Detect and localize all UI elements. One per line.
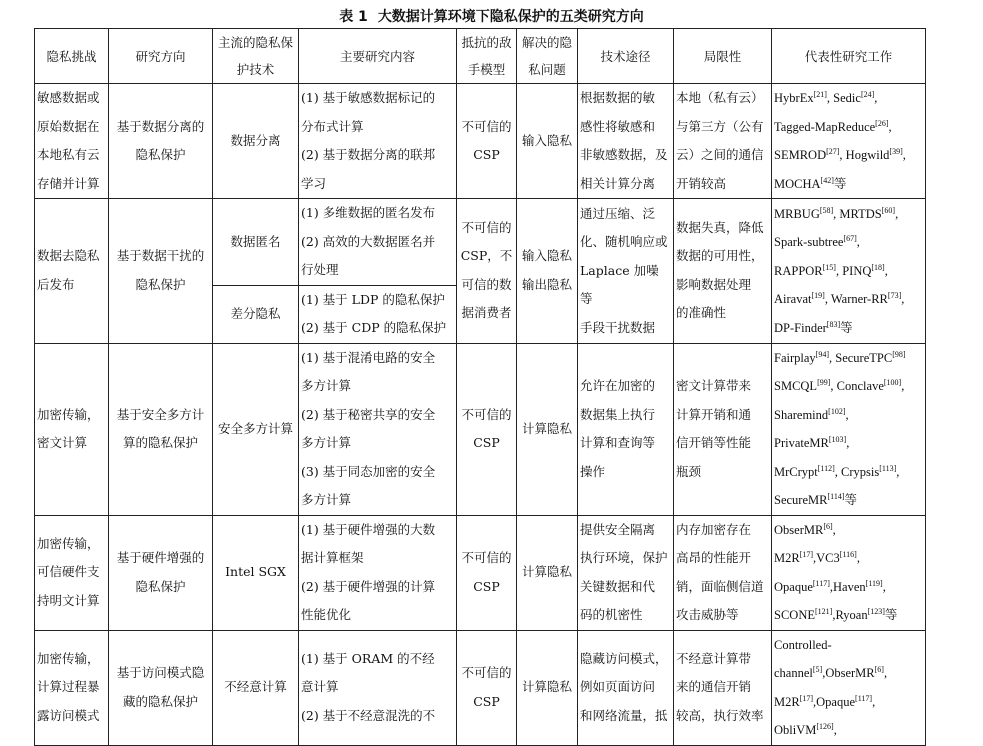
citation-ref: [99] xyxy=(817,377,831,387)
cell-line: 分布式计算 xyxy=(301,118,364,134)
work-separator: , xyxy=(896,464,900,479)
cell-challenge xyxy=(35,343,109,515)
cell-line: 根据数据的敏 xyxy=(580,90,656,105)
cell-line: 不可信的 xyxy=(461,665,512,680)
cell-line: 通过压缩、泛 xyxy=(580,205,656,221)
cell-line: 原始数据在 xyxy=(37,118,100,134)
citation-ref: [17] xyxy=(799,549,814,559)
cell-line: 敏感数据或 xyxy=(37,90,100,105)
citation-ref: [121] xyxy=(814,606,833,616)
cell-line: 内存加密存在 xyxy=(676,521,752,537)
cell-line: 数据失真，降低 xyxy=(676,219,764,235)
cell-works xyxy=(772,630,926,745)
cell-line: (2) 基于硬件增强的计算 xyxy=(301,578,436,594)
work-separator: , xyxy=(901,292,905,306)
citation-ref: [21] xyxy=(813,89,827,99)
cell-line: 算的隐私保护 xyxy=(122,435,198,450)
cell-line: (2) 基于数据分离的联邦 xyxy=(301,147,436,162)
cell-line: 云）之间的通信 xyxy=(676,147,764,162)
cell-line: 信开销等性能 xyxy=(676,435,752,450)
cell-line: 多方计算 xyxy=(301,492,352,507)
work-separator: 等 xyxy=(884,608,898,622)
work-name: SCONE xyxy=(774,608,815,622)
cell-line: 计算开销和通 xyxy=(676,406,752,422)
cell-line: 存储并计算 xyxy=(37,175,100,191)
work-name: SEMROD xyxy=(774,148,827,162)
work-separator: 等 xyxy=(844,493,858,507)
header-tech: 主流的隐私保 护技术 xyxy=(213,29,299,84)
cell-line: 可信的数 xyxy=(461,276,512,292)
cell-line: 隐私保护 xyxy=(135,578,186,594)
citation-ref: [119] xyxy=(865,578,883,588)
cell-line: CSP xyxy=(473,435,500,450)
cell-line: 关键数据和代 xyxy=(580,578,656,594)
header-approach: 技术途径 xyxy=(578,29,674,84)
cell-direction xyxy=(109,630,213,745)
work-separator: , xyxy=(882,579,886,594)
cell-line: 数据集上执行 xyxy=(580,406,656,422)
citation-ref: [113] xyxy=(879,463,897,473)
cell-line: (1) 基于混淆电路的安全 xyxy=(301,349,436,365)
work-name: Opaque xyxy=(816,694,856,709)
work-separator: , xyxy=(845,407,849,422)
cell-line: 加密传输， xyxy=(37,650,100,666)
work-separator: 等 xyxy=(840,320,853,335)
cell-line: 基于数据干扰的 xyxy=(116,248,205,264)
work-separator: , xyxy=(872,694,876,709)
cell-line: (3) 基于同态加密的安全 xyxy=(301,463,436,479)
cell-line: 相关计算分离 xyxy=(580,175,656,191)
cell-adversary xyxy=(457,515,517,630)
cell-challenge xyxy=(35,630,109,745)
work-separator: , xyxy=(902,148,906,162)
work-separator: , xyxy=(895,206,899,221)
cell-line: 数据的可用性， xyxy=(676,248,764,264)
cell-content xyxy=(299,515,457,630)
cell-tech: Intel SGX xyxy=(213,515,299,630)
cell-line: 例如页面访问 xyxy=(580,679,656,695)
table-row xyxy=(35,630,926,745)
cell-approach xyxy=(578,515,674,630)
citation-ref: [6] xyxy=(823,521,833,531)
cell-line: 数据去隐私 xyxy=(37,248,100,264)
citation-ref: [39] xyxy=(889,146,903,156)
cell-line: 开销较高 xyxy=(676,175,727,191)
cell-works xyxy=(772,515,926,630)
work-name: M2R xyxy=(774,551,800,565)
cell-line: 性能优化 xyxy=(301,607,352,622)
work-separator: , xyxy=(813,694,817,709)
work-name: DP-Finder xyxy=(774,320,827,335)
cell-line: 手段干扰数据 xyxy=(580,319,656,335)
citation-ref: [94] xyxy=(815,349,829,359)
work-name: HybrEx xyxy=(774,91,814,105)
citation-ref: [112] xyxy=(817,463,835,473)
cell-line: 化、随机响应或 xyxy=(580,234,668,249)
cell-line: 本地（私有云） xyxy=(676,90,764,105)
cell-line: 隐私保护 xyxy=(135,147,186,162)
cell-adversary xyxy=(457,199,517,344)
cell-challenge xyxy=(35,84,109,199)
cell-line: 不可信的 xyxy=(461,406,512,422)
cell-line: (2) 基于 CDP 的隐私保护 xyxy=(301,320,447,335)
cell-line: 计算过程暴 xyxy=(37,679,100,695)
cell-limitation xyxy=(674,515,772,630)
work-name: Crypsis xyxy=(841,464,880,479)
cell-line: 与第三方（公有 xyxy=(676,118,764,134)
work-separator: , xyxy=(822,666,826,680)
work-separator: , xyxy=(856,235,860,249)
cell-line: (2) 高效的大数据匿名并 xyxy=(301,233,436,249)
header-adversary: 抵抗的敌 手模型 xyxy=(457,29,517,84)
header-row xyxy=(35,29,926,84)
cell-line: 基于访问模式隐 xyxy=(116,665,205,680)
cell-problem: 计算隐私 xyxy=(517,343,578,515)
citation-ref: [6] xyxy=(874,664,884,674)
cell-line: 瓶颈 xyxy=(676,463,702,479)
header-challenge: 隐私挑战 xyxy=(35,29,109,84)
work-separator: , xyxy=(884,263,888,278)
cell-challenge xyxy=(35,515,109,630)
table-number: 表 1 xyxy=(339,9,368,25)
table-row xyxy=(35,199,926,286)
cell-line: 密文计算带来 xyxy=(676,378,752,393)
work-name: MRBUG xyxy=(774,206,820,221)
cell-line: (1) 多维数据的匿名发布 xyxy=(301,205,436,220)
cell-line: 来的通信开销 xyxy=(676,679,752,695)
cell-line: 多方计算 xyxy=(301,435,352,450)
privacy-directions-table xyxy=(34,28,926,746)
cell-line: 意计算 xyxy=(301,679,339,695)
cell-line: 密文计算 xyxy=(37,435,88,450)
work-separator: , xyxy=(829,579,834,594)
cell-line: 不经意计算带 xyxy=(676,650,752,666)
work-name: Fairplay xyxy=(774,350,816,365)
work-separator: , xyxy=(834,464,842,479)
work-name: RAPPOR xyxy=(774,263,823,278)
cell-tech-anonymization: 数据匿名 xyxy=(213,199,299,286)
cell-limitation xyxy=(674,84,772,199)
cell-direction xyxy=(109,84,213,199)
work-name: Spark-subtree xyxy=(774,235,844,249)
citation-ref: [83] xyxy=(826,319,841,329)
cell-line: (1) 基于硬件增强的大数 xyxy=(301,521,436,537)
work-name: Warner-RR xyxy=(830,292,888,306)
cell-content xyxy=(299,343,457,515)
cell-works xyxy=(772,199,926,344)
cell-line: 加密传输， xyxy=(37,406,100,422)
cell-content xyxy=(299,630,457,745)
cell-line: 输出隐私 xyxy=(521,276,572,292)
cell-line: 可信硬件支 xyxy=(37,564,100,580)
cell-line: 攻击威胁等 xyxy=(676,607,739,622)
cell-line: 销，面临侧信道 xyxy=(676,578,764,594)
work-name: Opaque xyxy=(774,579,813,594)
citation-ref: [60] xyxy=(881,205,896,215)
cell-line: 执行环境，保护 xyxy=(580,550,668,565)
cell-tech: 安全多方计算 xyxy=(213,343,299,515)
cell-adversary xyxy=(457,630,517,745)
work-name: M2R xyxy=(774,694,800,709)
cell-line: (2) 基于不经意混洗的不 xyxy=(301,707,436,723)
work-separator: , xyxy=(883,666,888,680)
cell-line: 提供安全隔离 xyxy=(580,521,656,537)
cell-line: 不可信的 xyxy=(461,550,512,565)
citation-ref: [117] xyxy=(812,578,830,588)
cell-line: 输入隐私 xyxy=(521,248,572,264)
table-row xyxy=(35,343,926,515)
citation-ref: [18] xyxy=(871,262,885,272)
work-separator: , xyxy=(832,608,836,622)
citation-ref: [15] xyxy=(822,262,836,272)
work-name: PINQ xyxy=(842,263,872,278)
work-name: Haven xyxy=(833,579,866,594)
work-separator: , xyxy=(826,91,834,105)
citation-ref: [117] xyxy=(855,693,873,703)
header-direction: 研究方向 xyxy=(109,29,213,84)
cell-limitation xyxy=(674,630,772,745)
work-separator: , xyxy=(813,551,817,565)
cell-tech-differential-privacy: 差分隐私 xyxy=(213,285,299,343)
cell-line: 多方计算 xyxy=(301,378,352,393)
work-name: Tagged-MapReduce xyxy=(774,119,876,134)
cell-challenge xyxy=(35,199,109,344)
cell-problem xyxy=(517,199,578,344)
cell-line: 感性将敏感和 xyxy=(580,118,656,134)
work-name: ObliVM xyxy=(774,723,817,737)
header-problem: 解决的隐 私问题 xyxy=(517,29,578,84)
work-name: SecureTPC xyxy=(835,350,893,365)
work-name: SecureMR xyxy=(774,493,828,507)
work-name: Sedic xyxy=(833,91,861,105)
cell-works xyxy=(772,343,926,515)
work-name: Hogwild xyxy=(845,148,890,162)
cell-limitation xyxy=(674,199,772,344)
cell-line: (1) 基于 ORAM 的不经 xyxy=(301,650,435,666)
citation-ref: [5] xyxy=(812,664,823,674)
cell-direction xyxy=(109,343,213,515)
work-name: ObserMR xyxy=(774,522,824,537)
cell-line: 藏的隐私保护 xyxy=(122,693,198,709)
cell-limitation xyxy=(674,343,772,515)
citation-ref: [27] xyxy=(826,146,840,156)
work-name: VC3 xyxy=(816,551,840,565)
cell-line: (1) 基于 LDP 的隐私保护 xyxy=(301,291,445,307)
work-separator: , xyxy=(829,350,836,365)
cell-problem: 输入隐私 xyxy=(517,84,578,199)
cell-line: 后发布 xyxy=(37,276,75,292)
cell-tech: 不经意计算 xyxy=(213,630,299,745)
cell-line: 计算和查询等 xyxy=(580,435,656,450)
citation-ref: [123] xyxy=(867,606,885,616)
cell-line: CSP，不 xyxy=(460,248,513,264)
cell-line: (1) 基于敏感数据标记的 xyxy=(301,90,436,105)
work-name: Airavat xyxy=(774,292,812,306)
cell-line: 据消费者 xyxy=(461,305,512,321)
cell-approach xyxy=(578,630,674,745)
citation-ref: [24] xyxy=(860,89,875,99)
citation-ref: [114] xyxy=(827,491,845,501)
cell-tech: 数据分离 xyxy=(213,84,299,199)
work-separator: , xyxy=(830,379,837,393)
cell-adversary xyxy=(457,343,517,515)
cell-approach xyxy=(578,343,674,515)
citation-ref: [116] xyxy=(839,549,857,559)
work-name: SMCQL xyxy=(774,379,818,393)
cell-line: Laplace 加噪等 xyxy=(580,262,659,306)
cell-line: 基于数据分离的 xyxy=(116,118,205,134)
citation-ref: [42] xyxy=(820,175,834,185)
cell-line: 行处理 xyxy=(301,262,339,277)
cell-line: CSP xyxy=(473,147,500,162)
cell-line: CSP xyxy=(473,693,500,709)
cell-problem: 计算隐私 xyxy=(517,630,578,745)
cell-content-anonymization xyxy=(299,199,457,286)
cell-line: 基于硬件增强的 xyxy=(116,550,205,565)
cell-line: 隐藏访问模式， xyxy=(580,650,668,666)
cell-line: 影响数据处理 xyxy=(676,276,752,292)
cell-line: (2) 基于秘密共享的安全 xyxy=(301,406,436,422)
citation-ref: [73] xyxy=(887,290,902,300)
header-limitation: 局限性 xyxy=(674,29,772,84)
cell-line: 非敏感数据，及 xyxy=(580,147,668,162)
work-name: MrCrypt xyxy=(774,464,818,479)
citation-ref: [17] xyxy=(799,693,814,703)
citation-ref: [102] xyxy=(828,406,846,416)
work-separator: , xyxy=(901,379,905,393)
cell-approach xyxy=(578,84,674,199)
work-name: Controlled-channel xyxy=(774,637,832,680)
table-row xyxy=(35,515,926,630)
work-separator: , xyxy=(833,723,837,737)
table-title: 大数据计算环境下隐私保护的五类研究方向 xyxy=(377,9,644,25)
cell-line: 本地私有云 xyxy=(37,147,100,162)
work-name: MOCHA xyxy=(774,176,821,191)
work-name: Sharemind xyxy=(774,407,829,422)
work-separator: , xyxy=(832,522,836,537)
work-name: Ryoan xyxy=(835,608,868,622)
cell-direction xyxy=(109,515,213,630)
citation-ref: [67] xyxy=(843,233,857,243)
work-separator: , xyxy=(846,436,850,450)
cell-line: 较高，执行效率 xyxy=(676,707,764,723)
cell-line: 不可信的 xyxy=(461,219,512,235)
cell-line: 持明文计算 xyxy=(37,592,100,608)
cell-adversary xyxy=(457,84,517,199)
work-separator: , xyxy=(824,292,831,306)
cell-line: 允许在加密的 xyxy=(580,378,656,393)
cell-line: 学习 xyxy=(301,175,327,191)
work-name: Conclave xyxy=(836,379,884,393)
citation-ref: [103] xyxy=(828,434,847,444)
cell-problem: 计算隐私 xyxy=(517,515,578,630)
cell-line: 不可信的 xyxy=(461,118,512,134)
work-separator: , xyxy=(839,148,846,162)
work-name: PrivateMR xyxy=(774,436,829,450)
work-separator: , xyxy=(888,119,892,134)
citation-ref: [98] xyxy=(892,349,906,359)
cell-content-differential-privacy xyxy=(299,285,457,343)
work-separator: , xyxy=(856,551,860,565)
header-content: 主要研究内容 xyxy=(299,29,457,84)
cell-line: 操作 xyxy=(580,463,606,479)
work-separator: 等 xyxy=(833,176,847,191)
cell-line: 隐私保护 xyxy=(135,276,186,292)
work-separator: , xyxy=(833,206,840,221)
cell-line: CSP xyxy=(473,578,500,594)
citation-ref: [19] xyxy=(811,290,825,300)
table-row xyxy=(35,84,926,199)
cell-works xyxy=(772,84,926,199)
citation-ref: [126] xyxy=(816,721,834,731)
cell-line: 的准确性 xyxy=(676,305,727,321)
table-caption xyxy=(0,6,983,26)
work-name: ObserMR xyxy=(825,666,875,680)
citation-ref: [100] xyxy=(883,377,902,387)
cell-line: 高昂的性能开 xyxy=(676,550,752,565)
header-works: 代表性研究工作 xyxy=(772,29,926,84)
cell-approach xyxy=(578,199,674,344)
cell-line: 露访问模式 xyxy=(37,707,100,723)
cell-line: 基于安全多方计 xyxy=(116,406,205,422)
cell-direction xyxy=(109,199,213,344)
work-name: MRTDS xyxy=(839,206,882,221)
cell-line: 码的机密性 xyxy=(580,607,643,622)
citation-ref: [26] xyxy=(875,118,889,128)
work-separator: , xyxy=(835,263,843,278)
citation-ref: [58] xyxy=(819,205,834,215)
cell-line: 加密传输， xyxy=(37,535,100,551)
work-separator: , xyxy=(874,91,878,105)
cell-content xyxy=(299,84,457,199)
cell-line: 和网络流量，抵 xyxy=(580,707,668,723)
cell-line: 据计算框架 xyxy=(301,550,364,565)
